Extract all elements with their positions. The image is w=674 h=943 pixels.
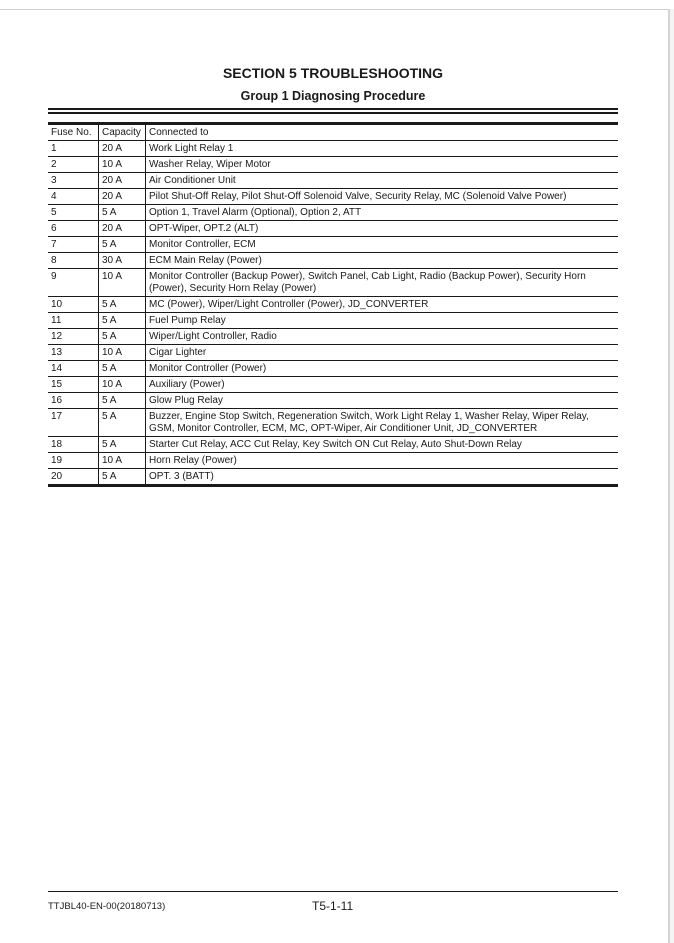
connected-to-cell: Starter Cut Relay, ACC Cut Relay, Key Switch ON Cut Relay, Auto Shut-Down Relay: [146, 437, 619, 453]
table-row: [48, 469, 618, 486]
table-row: [48, 453, 618, 469]
connected-to-cell: Wiper/Light Controller, Radio: [146, 329, 619, 345]
capacity-cell: 5 A: [99, 329, 146, 345]
page-number: T5-1-11: [312, 899, 354, 913]
fuse-number-cell: 9: [48, 269, 99, 297]
connected-to-cell: Buzzer, Engine Stop Switch, Regeneration Switch, Work Light Relay 1, Washer Relay, Wiper Relay, GSM, Monitor Controller, ECM, MC, OPT-Wiper, Air Conditioner Unit, JD_CONVERTER: [146, 409, 619, 437]
table-row: [48, 329, 618, 345]
fuse-number-cell: 14: [48, 361, 99, 377]
connected-to-cell: Pilot Shut-Off Relay, Pilot Shut-Off Solenoid Valve, Security Relay, MC (Solenoid Valve Power): [146, 189, 619, 205]
fuse-number-cell: 15: [48, 377, 99, 393]
capacity-cell: 20 A: [99, 141, 146, 157]
table-row: [48, 361, 618, 377]
fuse-number-cell: 18: [48, 437, 99, 453]
connected-to-cell: ECM Main Relay (Power): [146, 253, 619, 269]
connected-to-cell: Washer Relay, Wiper Motor: [146, 157, 619, 173]
fuse-number-cell: 6: [48, 221, 99, 237]
connected-to-cell: Horn Relay (Power): [146, 453, 619, 469]
table-row: [48, 409, 618, 437]
header-rule-bottom: [48, 112, 618, 114]
connected-to-cell: OPT-Wiper, OPT.2 (ALT): [146, 221, 619, 237]
header-rule-top: [48, 108, 618, 110]
document-code: TTJBL40-EN-00(20180713): [48, 901, 166, 912]
capacity-cell: 10 A: [99, 269, 146, 297]
column-header-capacity: Capacity: [99, 124, 146, 141]
connected-to-cell: Air Conditioner Unit: [146, 173, 619, 189]
table-row: [48, 157, 618, 173]
fuse-number-cell: 8: [48, 253, 99, 269]
table-row: [48, 141, 618, 157]
connected-to-cell: Monitor Controller (Power): [146, 361, 619, 377]
connected-to-cell: Cigar Lighter: [146, 345, 619, 361]
fuse-number-cell: 7: [48, 237, 99, 253]
connected-to-cell: Monitor Controller (Backup Power), Switch Panel, Cab Light, Radio (Backup Power), Security Horn (Power), Security Horn Relay (Power): [146, 269, 619, 297]
fuse-number-cell: 4: [48, 189, 99, 205]
table-row: [48, 237, 618, 253]
table-row: [48, 205, 618, 221]
table-row: [48, 189, 618, 205]
fuse-number-cell: 17: [48, 409, 99, 437]
table-row: [48, 437, 618, 453]
table-row: [48, 377, 618, 393]
fuse-table: [48, 122, 618, 487]
connected-to-cell: Glow Plug Relay: [146, 393, 619, 409]
connected-to-cell: Work Light Relay 1: [146, 141, 619, 157]
capacity-cell: 5 A: [99, 361, 146, 377]
capacity-cell: 30 A: [99, 253, 146, 269]
fuse-number-cell: 11: [48, 313, 99, 329]
column-header-connected-to: Connected to: [146, 124, 619, 141]
fuse-number-cell: 3: [48, 173, 99, 189]
capacity-cell: 20 A: [99, 189, 146, 205]
table-row: [48, 253, 618, 269]
capacity-cell: 10 A: [99, 157, 146, 173]
table-row: [48, 345, 618, 361]
table-row: [48, 297, 618, 313]
table-row: [48, 393, 618, 409]
fuse-number-cell: 2: [48, 157, 99, 173]
capacity-cell: 10 A: [99, 453, 146, 469]
connected-to-cell: Option 1, Travel Alarm (Optional), Option 2, ATT: [146, 205, 619, 221]
capacity-cell: 10 A: [99, 345, 146, 361]
table-body: [48, 141, 618, 486]
section-title: SECTION 5 TROUBLESHOOTING: [222, 65, 444, 81]
table-row: [48, 313, 618, 329]
connected-to-cell: MC (Power), Wiper/Light Controller (Power), JD_CONVERTER: [146, 297, 619, 313]
group-subtitle: Group 1 Diagnosing Procedure: [240, 89, 426, 103]
fuse-number-cell: 12: [48, 329, 99, 345]
connected-to-cell: OPT. 3 (BATT): [146, 469, 619, 486]
fuse-number-cell: 10: [48, 297, 99, 313]
capacity-cell: 5 A: [99, 393, 146, 409]
capacity-cell: 5 A: [99, 297, 146, 313]
table-header-row: [48, 124, 618, 141]
capacity-cell: 5 A: [99, 469, 146, 486]
connected-to-cell: Auxiliary (Power): [146, 377, 619, 393]
connected-to-cell: Fuel Pump Relay: [146, 313, 619, 329]
footer-rule: [48, 891, 618, 892]
capacity-cell: 20 A: [99, 221, 146, 237]
capacity-cell: 5 A: [99, 313, 146, 329]
column-header-fuse-no: Fuse No.: [48, 124, 99, 141]
table-row: [48, 221, 618, 237]
fuse-number-cell: 5: [48, 205, 99, 221]
fuse-number-cell: 13: [48, 345, 99, 361]
page-right-gutter: [670, 9, 674, 943]
capacity-cell: 5 A: [99, 437, 146, 453]
page-top-border: [0, 9, 668, 10]
fuse-number-cell: 1: [48, 141, 99, 157]
table-row: [48, 173, 618, 189]
capacity-cell: 5 A: [99, 237, 146, 253]
capacity-cell: 10 A: [99, 377, 146, 393]
capacity-cell: 5 A: [99, 409, 146, 437]
fuse-number-cell: 20: [48, 469, 99, 486]
capacity-cell: 20 A: [99, 173, 146, 189]
fuse-number-cell: 16: [48, 393, 99, 409]
fuse-number-cell: 19: [48, 453, 99, 469]
capacity-cell: 5 A: [99, 205, 146, 221]
table-row: [48, 269, 618, 297]
connected-to-cell: Monitor Controller, ECM: [146, 237, 619, 253]
